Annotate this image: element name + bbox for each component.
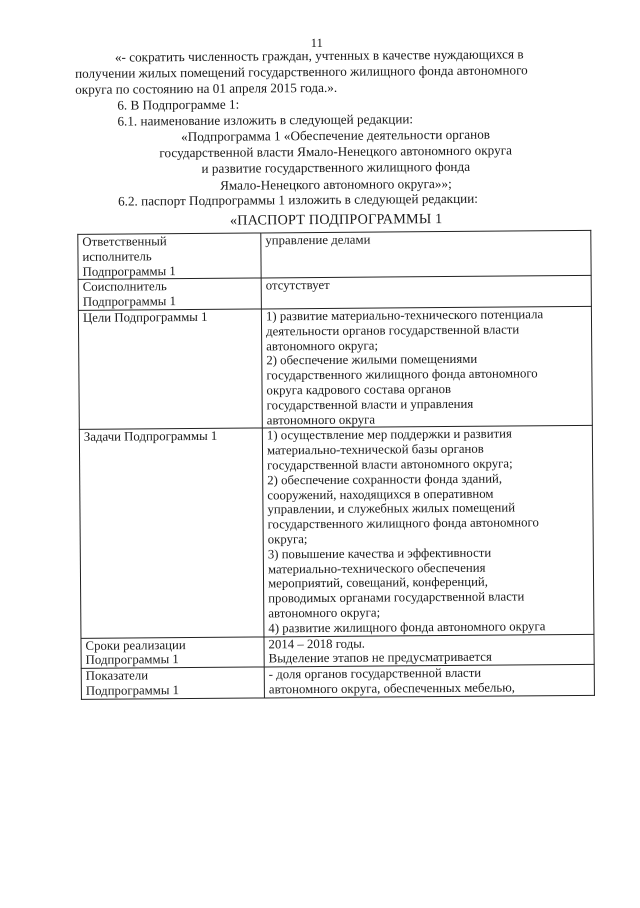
value-line: 2014 – 2018 годы. — [268, 636, 366, 651]
label-line: Соисполнитель — [82, 279, 167, 295]
value-line: проводимых органами государственной власти — [268, 589, 525, 606]
label-line: Подпрограммы 1 — [85, 652, 179, 668]
passport-row-value — [264, 634, 594, 667]
value-line: сооружений, находящихся в оперативном — [267, 486, 494, 502]
value-line: деятельности органов государственной власти — [266, 322, 520, 339]
passport-row-label — [78, 278, 261, 310]
label-line: Ответственный — [82, 234, 167, 249]
label-line: исполнитель — [82, 249, 152, 264]
page-number: 11 — [310, 35, 323, 51]
intro-line: получении жилых помещений государственного жилищного фонда автономного — [74, 62, 528, 81]
label-line: Подпрограммы 1 — [82, 263, 176, 279]
passport-row — [78, 230, 591, 279]
item-6-1: 6.1. наименование изложить в следующей редакции: — [117, 111, 414, 129]
value-line: управлении, и служебных жилых помещений — [267, 500, 516, 517]
value-line: автономного округа; — [268, 605, 381, 621]
value-line: 1) развитие материально-технического потенциала — [265, 307, 544, 324]
subprogram-name-line: государственной власти Ямало-Ненецкого автономного округа — [159, 142, 512, 161]
value-line: государственного жилищного фонда автономного — [267, 515, 539, 532]
item-6-2: 6.2. паспорт Подпрограммы 1 изложить в следующей редакции: — [117, 190, 478, 209]
value-line: мероприятий, совещаний, конференций, — [267, 575, 489, 591]
value-line: управление делами — [265, 232, 371, 248]
passport-row — [78, 306, 592, 429]
subprogram-name-line: «Подпрограмма 1 «Обеспечение деятельности органов — [181, 126, 491, 145]
label-line: Цели Подпрограммы 1 — [82, 309, 208, 325]
intro-paragraph — [75, 46, 595, 98]
value-line: округа кадрового состава органов — [266, 381, 452, 398]
passport-row-label — [78, 233, 261, 280]
passport-table — [77, 230, 595, 700]
intro-line: «- сократить численность граждан, учтенных в качестве нуждающихся в — [114, 46, 524, 65]
value-line: государственного жилищного фонда автономного — [266, 366, 538, 383]
label-line: Подпрограммы 1 — [85, 683, 180, 698]
subprogram-name — [75, 126, 595, 195]
passport-row-label — [81, 636, 264, 668]
value-line: Выделение этапов не предусматривается — [268, 649, 492, 666]
passport-row — [78, 276, 591, 311]
value-line: 3) повышение качества и эффективности — [267, 545, 492, 562]
subprogram-name-line: Ямало-Ненецкого автономного округа»»; — [220, 175, 452, 193]
passport-row-value — [261, 306, 592, 428]
value-line: материально-технической базы органов — [266, 441, 484, 458]
value-line: автономного округа, обеспеченных мебелью, — [268, 680, 516, 697]
label-line: Подпрограммы 1 — [82, 294, 177, 310]
passport-row-value — [261, 230, 591, 278]
value-line: автономного округа — [266, 412, 376, 427]
value-line: отсутствует — [265, 278, 330, 293]
intro-line: округа по состоянию на 01 апреля 2015 года.». — [75, 79, 338, 97]
passport-row-value — [262, 426, 594, 637]
value-line: 4) развитие жилищного фонда автономного округа — [268, 618, 546, 636]
value-line: 2) обеспечение жилыми помещениями — [266, 352, 478, 368]
value-line: автономного округа; — [266, 338, 379, 353]
value-line: 1) осуществление мер поддержки и развития — [266, 426, 512, 443]
passport-row-value — [264, 664, 594, 697]
passport-row-label — [78, 309, 262, 430]
passport-row — [79, 426, 594, 638]
value-line: государственной власти автономного округа; — [267, 456, 513, 473]
value-line: округа; — [267, 532, 308, 547]
value-line: 2) обеспечение сохранности фонда зданий, — [267, 471, 503, 488]
label-line: Показатели — [85, 668, 149, 683]
label-line: Задачи Подпрограммы 1 — [83, 429, 218, 445]
item-6: 6. В Подпрограмме 1: — [117, 96, 240, 113]
passport-title: «ПАСПОРТ ПОДПРОГРАММЫ 1 — [229, 211, 443, 229]
value-line: - доля органов государственной власти — [268, 665, 482, 682]
passport-row — [81, 664, 594, 699]
passport-row — [81, 634, 594, 669]
passport-row-value — [261, 276, 591, 309]
subprogram-name-line: и развитие государственного жилищного фонда — [201, 159, 471, 177]
passport-table-body — [78, 230, 595, 699]
passport-row-label — [79, 428, 264, 638]
value-line: государственной власти и управления — [266, 396, 474, 413]
value-line: материально-технического обеспечения — [267, 560, 486, 576]
label-line: Сроки реализации — [85, 637, 186, 653]
passport-row-label — [81, 667, 264, 699]
